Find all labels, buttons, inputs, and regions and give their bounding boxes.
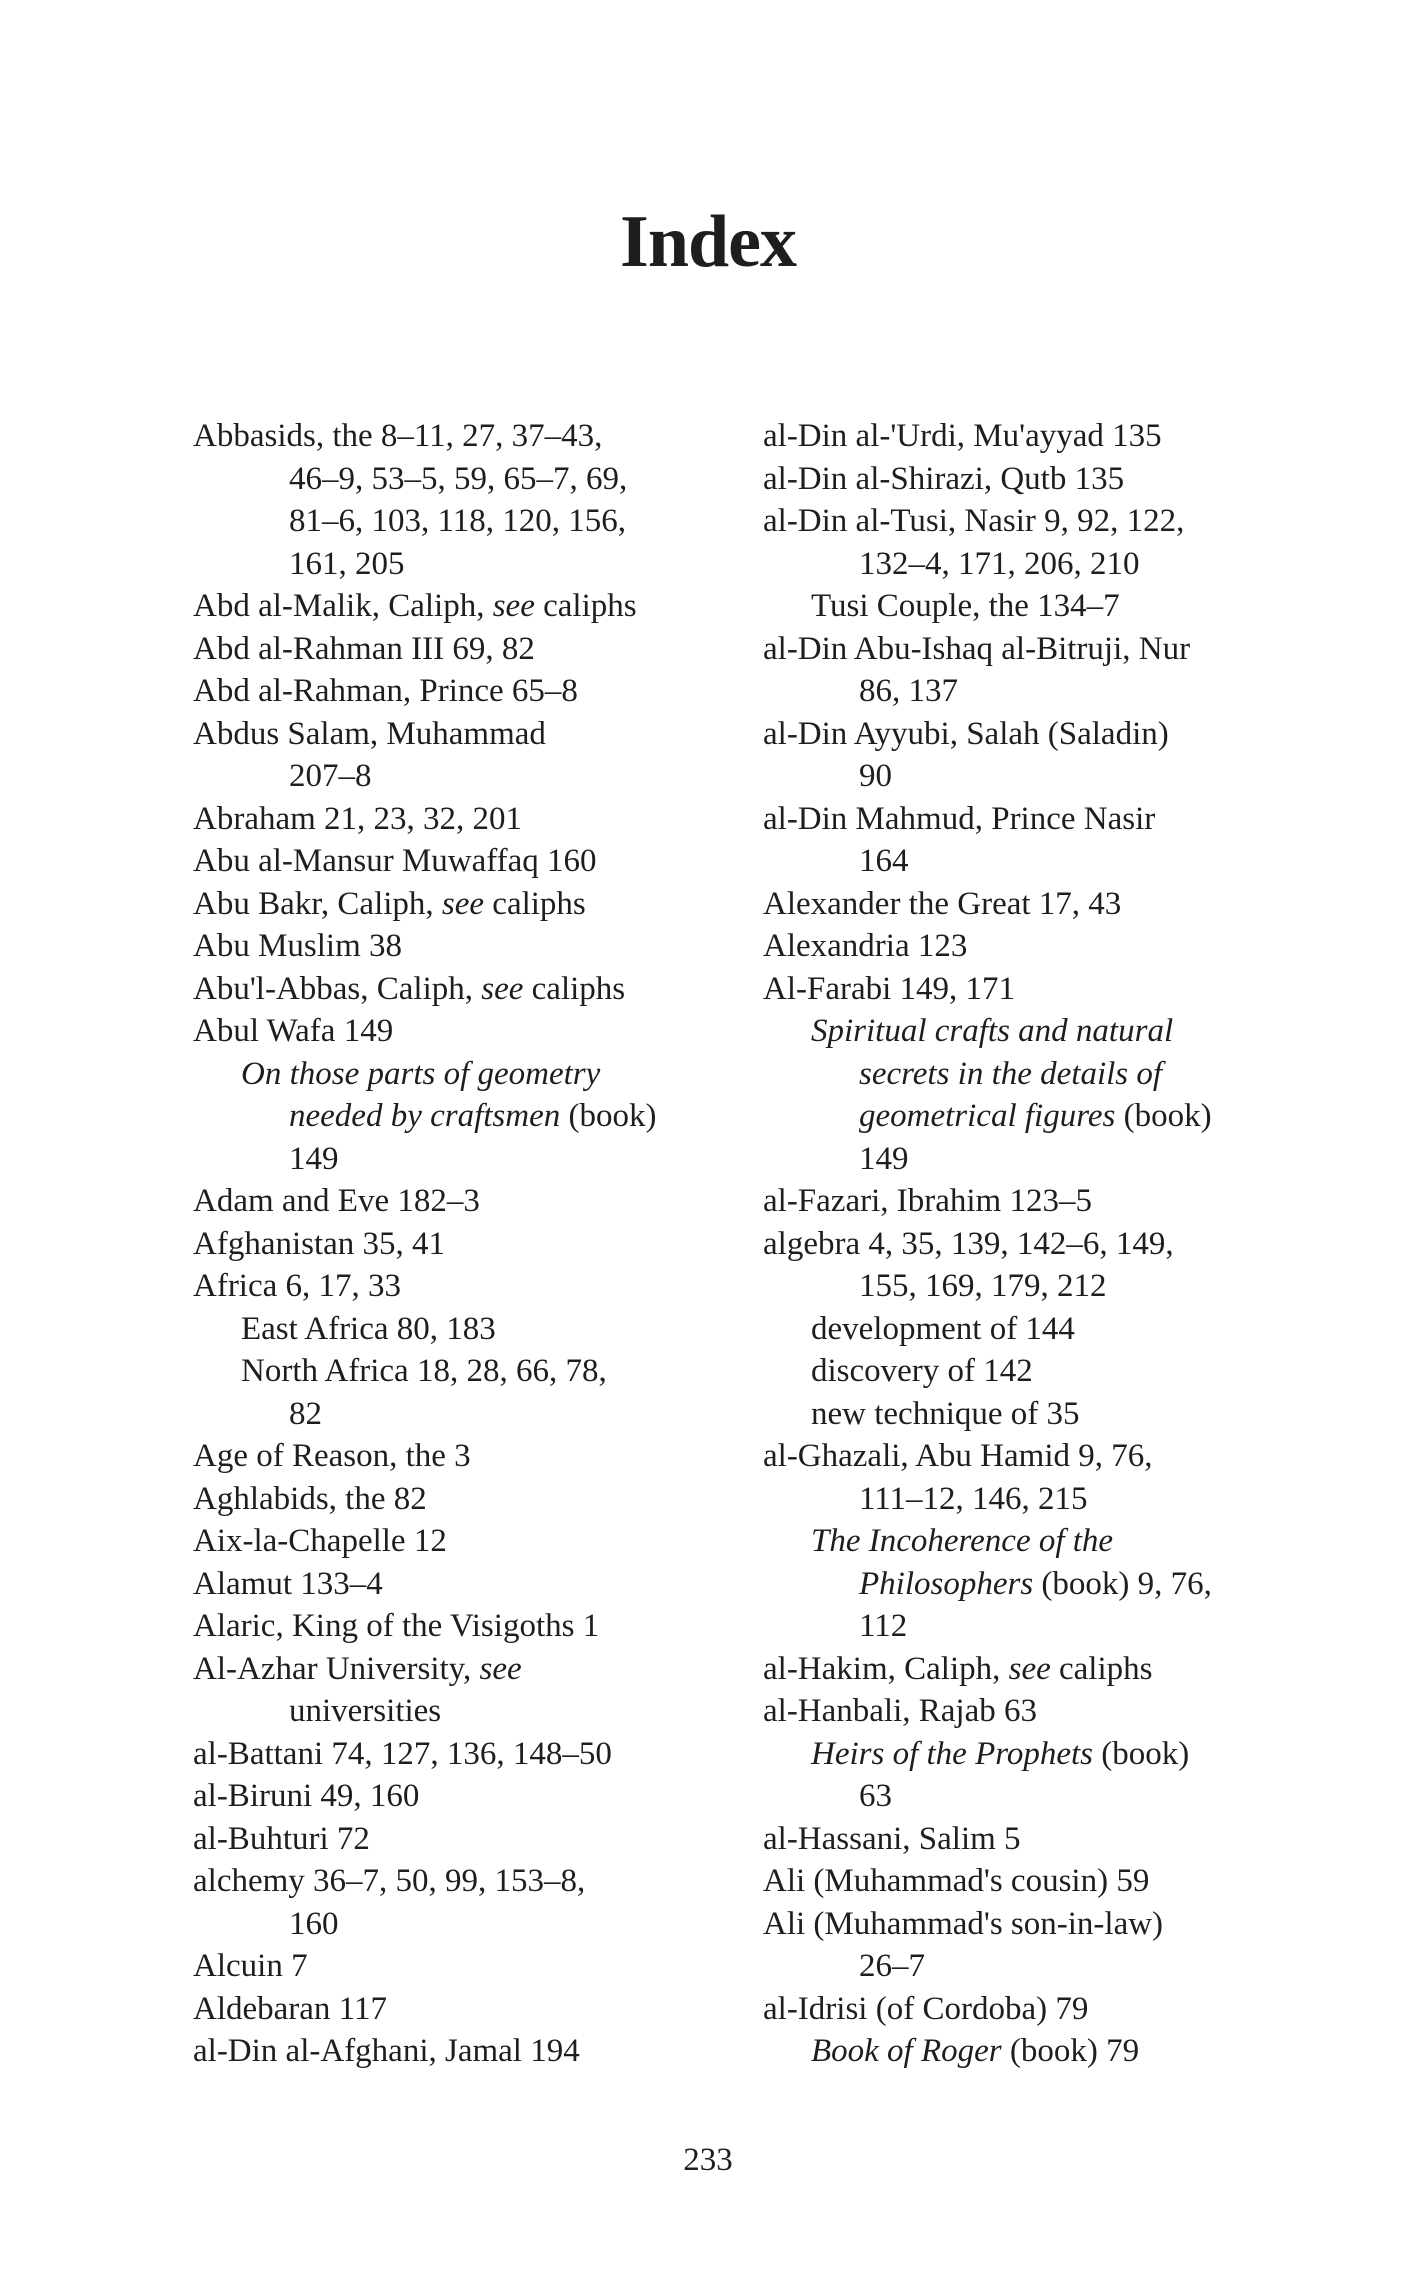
index-line (763, 1478, 1363, 1521)
index-text: Age of Reason, the 3 (193, 1438, 471, 1474)
index-line (193, 1520, 733, 1563)
index-text: Abd al-Rahman III 69, 82 (193, 630, 535, 667)
index-line (763, 1945, 1363, 1988)
index-line (193, 1393, 733, 1436)
index-text: 164 (859, 843, 909, 879)
index-line (193, 1350, 733, 1393)
index-text: Ali (Muhammad's cousin) 59 (763, 1863, 1150, 1899)
index-text: al-Din Ayyubi, Salah (Saladin) (763, 715, 1169, 752)
index-line (193, 1775, 733, 1818)
index-text-italic: see (481, 970, 524, 1007)
index-text: al-Buhturi 72 (193, 1820, 370, 1857)
index-text: al-Idrisi (of Cordoba) 79 (763, 1990, 1089, 2027)
index-line (193, 1265, 733, 1308)
index-line (763, 2030, 1363, 2073)
index-text: Aix-la-Chapelle 12 (193, 1523, 447, 1559)
index-text: development of 144 (811, 1310, 1075, 1347)
index-line (763, 1690, 1363, 1733)
index-text: Abu Muslim 38 (193, 928, 403, 964)
index-text: Adam and Eve 182–3 (193, 1183, 480, 1219)
index-text: 26–7 (859, 1948, 925, 1984)
index-column-left (193, 415, 733, 2073)
index-line (763, 1180, 1363, 1223)
index-text: Aldebaran 117 (193, 1990, 387, 2027)
index-line (193, 840, 733, 883)
index-line (763, 1605, 1363, 1648)
index-line (193, 1095, 733, 1138)
index-line (763, 1563, 1363, 1606)
index-line (763, 1053, 1363, 1096)
index-line (193, 543, 733, 586)
index-text: caliphs (534, 588, 637, 624)
index-line (193, 1138, 733, 1181)
index-line (763, 1775, 1363, 1818)
index-text: al-Din al-Afghani, Jamal 194 (193, 2033, 580, 2069)
index-line (763, 1988, 1363, 2031)
index-text: discovery of 142 (811, 1353, 1033, 1389)
index-text-italic: The Incoherence of the (811, 1523, 1114, 1559)
index-text: 161, 205 (289, 545, 405, 582)
index-text: universities (289, 1693, 442, 1729)
index-text: al-Fazari, Ibrahim 123–5 (763, 1183, 1092, 1219)
index-text: al-Biruni 49, 160 (193, 1778, 420, 1814)
index-line (193, 585, 733, 628)
index-text: 90 (859, 758, 892, 794)
index-text: al-Battani 74, 127, 136, 148–50 (193, 1735, 612, 1772)
index-text-italic: Philosophers (859, 1565, 1034, 1602)
index-text: 63 (859, 1778, 892, 1814)
index-text: new technique of 35 (811, 1395, 1080, 1432)
index-line (193, 968, 733, 1011)
index-line (763, 458, 1363, 501)
index-line (763, 883, 1363, 926)
index-line (763, 415, 1363, 458)
index-line (763, 1138, 1363, 1181)
index-text: al-Din Mahmud, Prince Nasir (763, 800, 1156, 837)
index-text-italic: needed by craftsmen (289, 1098, 561, 1134)
index-line (193, 415, 733, 458)
index-text: caliphs (1050, 1650, 1153, 1687)
index-text: 155, 169, 179, 212 (859, 1268, 1107, 1304)
index-text: alchemy 36–7, 50, 99, 153–8, (193, 1863, 586, 1899)
page-number: 233 (683, 2142, 733, 2178)
index-line (763, 1265, 1363, 1308)
index-text-italic: see (492, 588, 535, 624)
index-line (193, 670, 733, 713)
index-line (193, 1988, 733, 2031)
index-column-right (763, 415, 1363, 2073)
index-text: Alexandria 123 (763, 928, 968, 964)
index-text: Abul Wafa 149 (193, 1013, 394, 1049)
index-text: 81–6, 103, 118, 120, 156, (289, 503, 627, 539)
index-text: al-Hanbali, Rajab 63 (763, 1693, 1037, 1729)
index-line (193, 1223, 733, 1266)
index-line (193, 1860, 733, 1903)
index-line (193, 1563, 733, 1606)
index-text: (book) 9, 76, (1033, 1565, 1212, 1602)
index-line (193, 883, 733, 926)
index-line (763, 1350, 1363, 1393)
index-text: 112 (859, 1608, 908, 1644)
index-line (763, 1010, 1363, 1053)
index-line (763, 1903, 1363, 1946)
index-line (763, 628, 1363, 671)
index-line (193, 1648, 733, 1691)
index-line (193, 2030, 733, 2073)
index-line (763, 798, 1363, 841)
index-line (763, 1818, 1363, 1861)
index-text: Aghlabids, the 82 (193, 1480, 427, 1517)
index-line (763, 1520, 1363, 1563)
index-text: Abu Bakr, Caliph, (193, 885, 442, 922)
index-text: Alaric, King of the Visigoths 1 (193, 1608, 600, 1644)
index-line (193, 1605, 733, 1648)
index-text-italic: see (441, 885, 485, 922)
index-line (193, 1903, 733, 1946)
index-text: al-Din al-'Urdi, Mu'ayyad 135 (763, 418, 1162, 454)
index-text: Abd al-Rahman, Prince 65–8 (193, 673, 578, 709)
index-line (193, 1818, 733, 1861)
index-line (763, 1095, 1363, 1138)
index-line (763, 1223, 1363, 1266)
index-line (763, 968, 1363, 1011)
index-text: caliphs (523, 970, 626, 1007)
index-line (763, 585, 1363, 628)
index-line (193, 925, 733, 968)
index-line (193, 1180, 733, 1223)
index-text: Abraham 21, 23, 32, 201 (193, 800, 523, 837)
index-text: Alamut 133–4 (193, 1565, 383, 1602)
index-text: algebra 4, 35, 139, 142–6, 149, (763, 1225, 1174, 1262)
index-line (763, 1860, 1363, 1903)
index-line (193, 713, 733, 756)
index-line (763, 1733, 1363, 1776)
index-line (193, 798, 733, 841)
index-text: 46–9, 53–5, 59, 65–7, 69, (289, 460, 628, 497)
index-line (763, 713, 1363, 756)
index-text-italic: see (1008, 1650, 1051, 1687)
index-text: al-Din al-Shirazi, Qutb 135 (763, 460, 1125, 497)
index-text-italic: see (479, 1650, 522, 1687)
index-line (763, 1393, 1363, 1436)
index-line (763, 500, 1363, 543)
index-line (193, 1308, 733, 1351)
index-text: 82 (289, 1395, 322, 1432)
index-text: Ali (Muhammad's son-in-law) (763, 1905, 1164, 1942)
index-text: Abu'l-Abbas, Caliph, (193, 970, 482, 1007)
index-line (193, 1010, 733, 1053)
index-text: 149 (859, 1140, 909, 1177)
index-text-italic: Heirs of the Prophets (811, 1735, 1093, 1772)
index-text: Africa 6, 17, 33 (193, 1268, 402, 1304)
index-text: al-Ghazali, Abu Hamid 9, 76, (763, 1438, 1153, 1474)
index-text: Afghanistan 35, 41 (193, 1225, 446, 1262)
index-line (193, 755, 733, 798)
index-line (193, 1690, 733, 1733)
index-line (193, 628, 733, 671)
index-text: Tusi Couple, the 134–7 (811, 588, 1120, 624)
index-line (193, 1435, 733, 1478)
index-line (763, 755, 1363, 798)
index-line (193, 1478, 733, 1521)
index-text: Abdus Salam, Muhammad (193, 715, 546, 752)
index-line (763, 670, 1363, 713)
index-line (763, 543, 1363, 586)
index-text: al-Hassani, Salim 5 (763, 1820, 1021, 1857)
index-line (763, 925, 1363, 968)
index-line (193, 500, 733, 543)
index-line (763, 840, 1363, 883)
index-line (193, 1733, 733, 1776)
index-line (193, 1053, 733, 1096)
index-text-italic: secrets in the details of (859, 1055, 1163, 1092)
index-text: 111–12, 146, 215 (859, 1480, 1088, 1517)
index-line (193, 458, 733, 501)
index-text: 149 (289, 1140, 339, 1177)
index-text: al-Din Abu-Ishaq al-Bitruji, Nur (763, 630, 1191, 667)
index-text-italic: Book of Roger (811, 2033, 1002, 2069)
index-text: Abd al-Malik, Caliph, (193, 588, 493, 624)
index-text: 132–4, 171, 206, 210 (859, 545, 1140, 582)
index-text: (book) (560, 1098, 657, 1134)
index-text: 86, 137 (859, 673, 958, 709)
index-line (763, 1308, 1363, 1351)
index-text: al-Din al-Tusi, Nasir 9, 92, 122, (763, 503, 1185, 539)
index-text: Al-Azhar University, (193, 1650, 480, 1687)
index-text: Abu al-Mansur Muwaffaq 160 (193, 843, 597, 879)
page-title: Index (620, 201, 796, 283)
index-line (193, 1945, 733, 1988)
index-text: caliphs (484, 885, 586, 922)
index-line (763, 1648, 1363, 1691)
index-line (763, 1435, 1363, 1478)
index-text: Abbasids, the 8–11, 27, 37–43, (193, 418, 603, 454)
index-text: Alexander the Great 17, 43 (763, 885, 1122, 922)
index-text-italic: geometrical figures (859, 1098, 1116, 1134)
index-text: East Africa 80, 183 (241, 1310, 496, 1347)
index-text: 207–8 (289, 758, 372, 794)
index-text: 160 (289, 1905, 339, 1942)
index-text-italic: Spiritual crafts and natural (811, 1013, 1174, 1049)
index-text: Al-Farabi 149, 171 (763, 970, 1016, 1007)
index-text: (book) (1093, 1735, 1190, 1772)
index-text: al-Hakim, Caliph, (763, 1650, 1009, 1687)
index-text: (book) 79 (1001, 2033, 1140, 2069)
index-text: (book) (1115, 1098, 1212, 1134)
index-text: Alcuin 7 (193, 1948, 308, 1984)
index-text: North Africa 18, 28, 66, 78, (241, 1353, 607, 1389)
index-text-italic: On those parts of geometry (241, 1055, 601, 1092)
